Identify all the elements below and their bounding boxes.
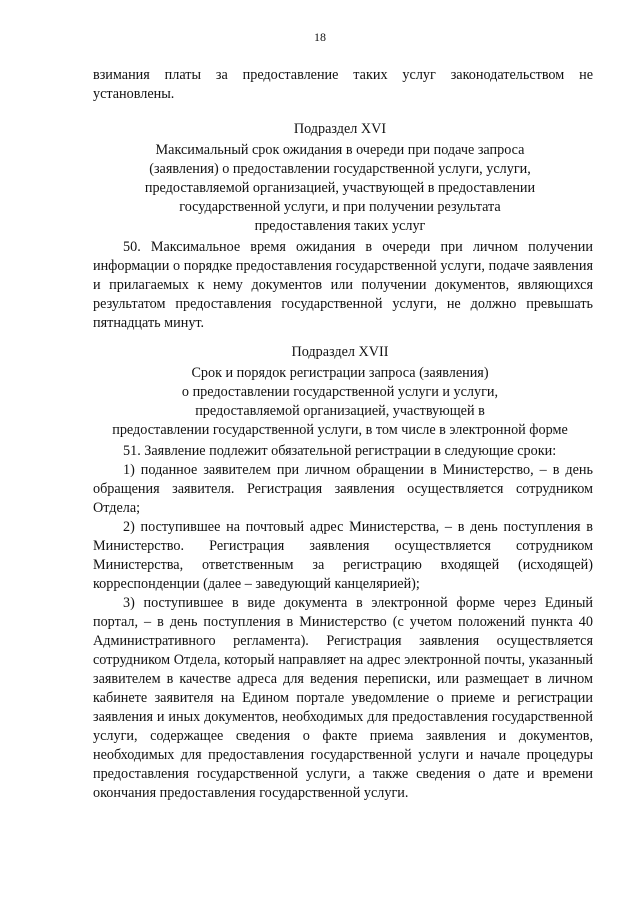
section-17-heading-line: Срок и порядок регистрации запроса (заявления) — [191, 365, 489, 381]
section-17-heading-line: о предоставлении государственной услуги и услуги, — [181, 384, 499, 400]
section-17-heading-line: предоставляемой организацией, участвующей в — [195, 403, 485, 419]
section-16-heading-line: Максимальный срок ожидания в очереди при подаче запроса — [155, 142, 525, 158]
section-16-heading-line: предоставляемой организацией, участвующей в предоставлении — [144, 180, 536, 196]
section-16-title: Подраздел XVI — [293, 121, 387, 137]
page-number: 18 — [314, 30, 326, 44]
list-item-2: 2) поступившее на почтовый адрес Министерства, – в день поступления в Министерство. Регистрация заявления осуществляется сотрудником Министерства, ответственным за регистрацию входящей (исходящей) корреспонденции (далее – заведующий канцелярией); — [93, 519, 593, 592]
list-item-3: 3) поступившее в виде документа в электронной форме через Единый портал, – в день поступления в Министерство (с учетом положений пункта 40 Административного регламента). Регистрация заявления осуществляется сотрудником Отдела, который направляет на адрес электронной почты, указанный заявителем в качестве адреса для ведения переписки, или размещает в личном кабинете заявителя на Едином портале уведомление о приеме и регистрации заявления и иных документов, необходимых для предоставления государственной услуги, содержащее сведения о факте приема заявления и документов, необходимых для предоставления государственной услуги и начале процедуры предоставления государственной услуги, а также сведения о дате и времени окончания предоставления государственной услуги. — [93, 595, 593, 801]
section-17-heading-line: предоставлении государственной услуги, в том числе в электронной форме — [112, 422, 568, 438]
section-17-body — [93, 442, 593, 803]
paragraph-51: 51. Заявление подлежит обязательной регистрации в следующие сроки: — [123, 443, 557, 459]
section-16-heading-line: (заявления) о предоставлении государственной услуги, услуги, — [149, 161, 531, 177]
section-16-heading-line: государственной услуги, и при получении результата — [179, 199, 501, 215]
section-16-heading — [80, 120, 600, 236]
paragraph-50: 50. Максимальное время ожидания в очереди при личном получении информации о порядке предоставления государственной услуги, подаче заявления и прилагаемых к нему документов или получении документов, являющихся результатом предоставления государственной услуги, не должно превышать пятнадцать минут. — [93, 239, 593, 331]
intro-paragraph: взимания платы за предоставление таких услуг законодательством не установлены. — [93, 67, 593, 102]
section-17-heading — [80, 343, 600, 440]
section-16-heading-line: предоставления таких услуг — [254, 218, 426, 234]
list-item-1: 1) поданное заявителем при личном обращении в Министерство, – в день обращения заявителя. Регистрация заявления осуществляется сотрудником Отдела; — [93, 462, 593, 516]
section-17-title: Подраздел XVII — [291, 344, 389, 360]
paragraph-50-block — [93, 238, 593, 333]
intro-paragraph-block — [93, 66, 593, 104]
